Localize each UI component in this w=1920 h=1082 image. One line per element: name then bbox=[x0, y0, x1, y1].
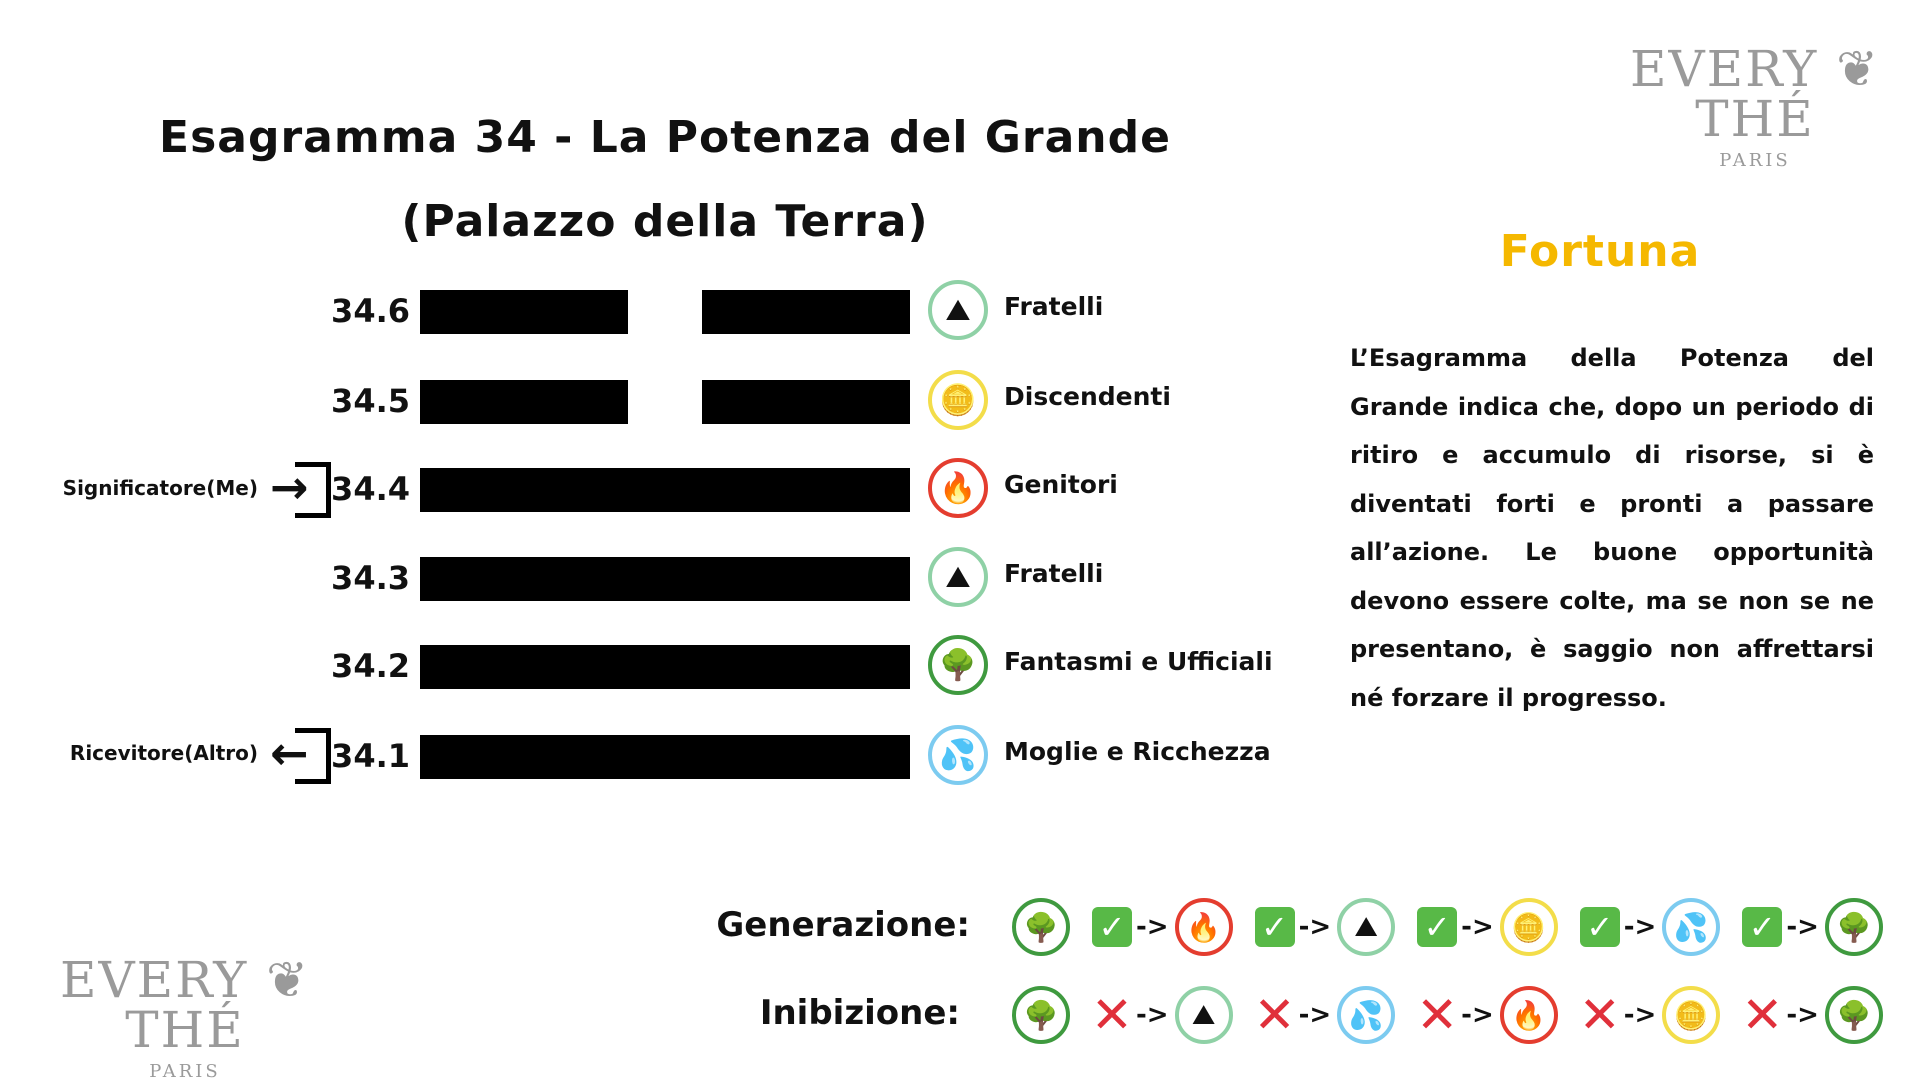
line-number: 34.5 bbox=[331, 382, 410, 420]
significator-label: Significatore(Me) bbox=[62, 476, 258, 500]
gold-icon: 🪙 bbox=[1662, 986, 1720, 1044]
arrow-text: -> bbox=[1623, 1000, 1657, 1030]
brand-logo-bottom bbox=[40, 951, 330, 1082]
receiver-label: Ricevitore(Altro) bbox=[69, 741, 258, 765]
element-label: Moglie e Ricchezza bbox=[1004, 737, 1271, 766]
mountain-icon: ⛰ bbox=[928, 280, 988, 340]
arrow-text: -> bbox=[1623, 912, 1657, 942]
fire-icon: 🔥 bbox=[1500, 986, 1558, 1044]
generation-cycle bbox=[1012, 898, 1883, 956]
line-number: 34.2 bbox=[331, 647, 410, 685]
line-number: 34.4 bbox=[331, 470, 410, 508]
brand-logo-top bbox=[1610, 40, 1900, 171]
check-icon: ✓ bbox=[1255, 907, 1295, 947]
fortune-description: L’Esagramma della Potenza del Grande indica che, dopo un periodo di ritiro e accumulo di risorse, si è diventati forti e pronti a passare all’azione. Le buone opportunità devono essere colte, ma se non se ne presentano, è saggio non affrettarsi né forzare il progresso. bbox=[1350, 344, 1874, 712]
logo-subtitle: PARIS bbox=[149, 1061, 221, 1082]
element-label: Fantasmi e Ufficiali bbox=[1004, 647, 1273, 676]
logo-subtitle: PARIS bbox=[1719, 150, 1791, 171]
tree-icon: 🌳 bbox=[1825, 986, 1883, 1044]
check-icon: ✓ bbox=[1742, 907, 1782, 947]
arrow-text: -> bbox=[1461, 912, 1494, 942]
arrow-text: -> bbox=[1298, 912, 1332, 942]
fire-icon: 🔥 bbox=[1175, 898, 1233, 956]
element-label: Fratelli bbox=[1004, 559, 1104, 588]
yin-line-segment bbox=[420, 290, 628, 334]
logo-wordmark: EVERY ❦ THÉ bbox=[59, 951, 310, 1059]
mountain-icon: ⛰ bbox=[1175, 986, 1233, 1044]
generation-label: Generazione: bbox=[716, 905, 970, 945]
yin-line-segment bbox=[702, 380, 910, 424]
cross-icon: ✕ bbox=[1253, 986, 1296, 1044]
hexagram-subtitle: (Palazzo della Terra) bbox=[401, 196, 929, 247]
arrow-left-icon: ← bbox=[270, 726, 309, 780]
cross-icon: ✕ bbox=[1578, 986, 1621, 1044]
check-icon: ✓ bbox=[1092, 907, 1132, 947]
element-label: Discendenti bbox=[1004, 382, 1171, 411]
inhibition-label: Inibizione: bbox=[759, 993, 960, 1033]
cross-icon: ✕ bbox=[1416, 986, 1459, 1044]
inhibition-cycle bbox=[1012, 986, 1883, 1044]
gold-icon: 🪙 bbox=[1500, 898, 1558, 956]
cross-icon: ✕ bbox=[1091, 986, 1133, 1044]
line-number: 34.1 bbox=[331, 737, 410, 775]
mountain-icon: ⛰ bbox=[1337, 898, 1395, 956]
check-icon: ✓ bbox=[1417, 907, 1457, 947]
arrow-text: -> bbox=[1136, 1000, 1169, 1030]
yang-line bbox=[420, 735, 910, 779]
element-label: Genitori bbox=[1004, 470, 1118, 499]
arrow-right-icon: → bbox=[270, 460, 309, 514]
arrow-text: -> bbox=[1136, 912, 1169, 942]
yang-line bbox=[420, 557, 910, 601]
tree-icon: 🌳 bbox=[1825, 898, 1883, 956]
logo-wordmark: EVERY ❦ THÉ bbox=[1629, 40, 1880, 148]
water-icon: 💦 bbox=[928, 725, 988, 785]
arrow-text: -> bbox=[1298, 1000, 1332, 1030]
tree-icon: 🌳 bbox=[1012, 986, 1070, 1044]
cross-icon: ✕ bbox=[1741, 986, 1784, 1044]
element-label: Fratelli bbox=[1004, 292, 1104, 321]
hexagram-title: Esagramma 34 - La Potenza del Grande bbox=[159, 112, 1171, 163]
fortune-title: Fortuna bbox=[1499, 226, 1701, 277]
line-number: 34.6 bbox=[331, 292, 410, 330]
mountain-icon: ⛰ bbox=[928, 547, 988, 607]
line-number: 34.3 bbox=[331, 559, 410, 597]
water-icon: 💦 bbox=[1337, 986, 1395, 1044]
water-icon: 💦 bbox=[1662, 898, 1720, 956]
gold-icon: 🪙 bbox=[928, 370, 988, 430]
arrow-text: -> bbox=[1786, 1000, 1819, 1030]
yang-line bbox=[420, 468, 910, 512]
arrow-text: -> bbox=[1461, 1000, 1494, 1030]
fire-icon: 🔥 bbox=[928, 458, 988, 518]
tree-icon: 🌳 bbox=[928, 635, 988, 695]
check-icon: ✓ bbox=[1580, 907, 1620, 947]
yang-line bbox=[420, 645, 910, 689]
yin-line-segment bbox=[702, 290, 910, 334]
yin-line-segment bbox=[420, 380, 628, 424]
tree-icon: 🌳 bbox=[1012, 898, 1070, 956]
arrow-text: -> bbox=[1786, 912, 1819, 942]
